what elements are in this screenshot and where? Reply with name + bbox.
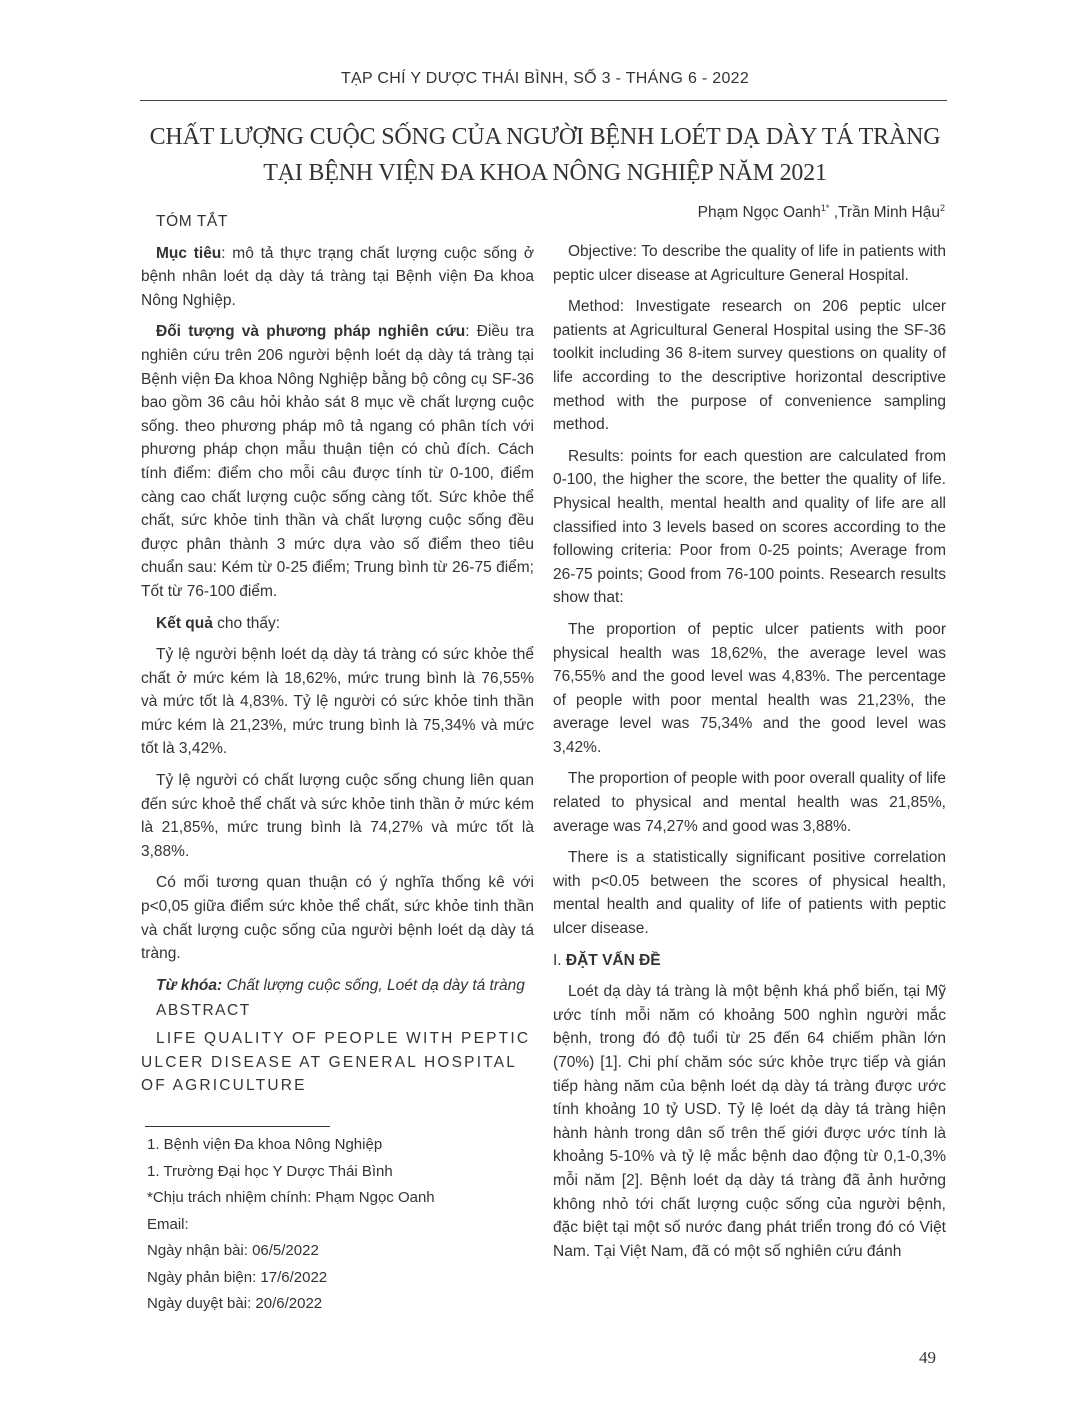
results-paragraph <box>141 612 534 636</box>
abstract-objective: Objective: To describe the quality of life in patients with peptic ulcer disease at Agriculture General Hospital. <box>553 243 946 284</box>
journal-header: TẠP CHÍ Y DƯỢC THÁI BÌNH, SỐ 3 - THÁNG 6 - 2022 <box>340 70 750 87</box>
results-label: Kết quả <box>156 614 213 632</box>
footnote-reviewed: Ngày phản biện: 17/6/2022 <box>147 1268 328 1286</box>
footnote-rule <box>145 1126 330 1127</box>
right-column <box>553 240 946 1271</box>
section-number: I. <box>553 951 566 969</box>
author-1-affiliation: 1* <box>820 203 830 213</box>
footnote-affiliation-2: 1. Trường Đại học Y Dược Thái Bình <box>147 1162 393 1180</box>
abstract-subtitle: LIFE QUALITY OF PEOPLE WITH PEPTIC ULCER DISEASE AT GENERAL HOSPITAL OF AGRICULTURE <box>141 1030 531 1094</box>
method-label: Đối tượng và phương pháp nghiên cứu <box>156 323 466 341</box>
section-heading <box>553 949 946 973</box>
abstract-results: Results: points for each question are calculated from 0-100, the higher the score, the better the quality of life. Physical health, mental health and quality of life are all classified into 3 levels based on scores according to the following criteria: Poor from 0-25 points; Average from 26-75 points; Good from 76-100 points. Research results show that: <box>553 447 946 607</box>
footnote-received: Ngày nhận bài: 06/5/2022 <box>147 1242 319 1259</box>
keywords-label: Từ khóa: <box>156 976 223 994</box>
section-title: ĐẶT VẤN ĐỀ <box>565 951 661 969</box>
author-2-affiliation: 2 <box>939 203 945 213</box>
result-para-3: Có mối tương quan thuận có ý nghĩa thống kê với p<0,05 giữa điểm sức khỏe thể chất, sức khỏe tinh thần và chất lượng cuộc sống của người bệnh loét dạ dày tá tràng. <box>141 874 534 963</box>
footnote-corresponding: *Chịu trách nhiệm chính: Phạm Ngọc Oanh <box>147 1189 435 1206</box>
footnotes <box>147 1132 537 1318</box>
method-paragraph <box>141 320 534 603</box>
article-title-line-1: CHẤT LƯỢNG CUỘC SỐNG CỦA NGƯỜI BỆNH LOÉT DẠ DÀY TÁ TRÀNG <box>149 124 941 150</box>
results-text: cho thấy: <box>212 614 281 632</box>
abstract-title: ABSTRACT <box>156 1002 251 1020</box>
authors <box>698 203 945 222</box>
keywords-text: Chất lượng cuộc sống, Loét dạ dày tá tràng <box>222 976 525 994</box>
keywords <box>141 974 534 998</box>
footnote-affiliation-1: 1. Bệnh viện Đa khoa Nông Nghiệp <box>147 1136 383 1153</box>
method-text: : Điều tra nghiên cứu trên 206 người bệnh loét dạ dày tá tràng tại Bệnh viện Đa khoa Nông Nghiệp bằng bộ công cụ SF-36 bao gồm 36 câu hỏi khảo sát 8 mục về chất lượng cuộc sống. theo phương pháp mô tả ngang có phân tích với phương pháp chọn mẫu thuận tiện có chủ đích. Cách tính điểm: điểm cho mỗi câu được tính từ 0-100, điểm càng cao chất lượng cuộc sống càng tốt. Sức khỏe thể chất, sức khỏe tinh thần và chất lượng cuộc sống đều được phân thành 3 mức dựa vào số điểm theo tiêu chuẩn sau: Kém từ 0-25 điểm; Trung bình từ 26-75 điểm; Tốt từ 76-100 điểm. <box>141 323 535 600</box>
abstract-para-1: The proportion of peptic ulcer patients with poor physical health was 18,62%, the average level was 76,55% and the good level was 4,83%. The percentage of people with poor mental health was 21,23%, the average level was 75,34% and the good level was 3,42%. <box>553 620 946 756</box>
intro-paragraph: Loét dạ dày tá tràng là một bệnh khá phổ biến, tại Mỹ ước tính mỗi năm có khoảng 500 nghìn người mắc bệnh, trong đó độ tuổi từ 25 đến 64 chiếm phần lớn (70%) [1]. Chi phí chăm sóc sức khỏe trực tiếp và gián tiếp hàng năm của bệnh loét dạ dày tá tràng được ước tính khoảng 10 tỷ USD. Tỷ lệ loét dạ dày tá tràng hiện hành hành trong dân số trên thế giới được ước tính là khoảng 5-10% và tỷ lệ mắc bệnh dao động từ 0,1-0,3% mỗi năm [2]. Bệnh loét dạ dày tá tràng đã ảnh hưởng không nhỏ tới chất lượng cuộc sống của người bệnh, đặc biệt tại một số nước đang phát triển trong đó có Việt Nam. Tại Việt Nam, đã có một số nghiên cứu đánh <box>553 983 946 1260</box>
left-column <box>141 210 534 1098</box>
result-para-2: Tỷ lệ người có chất lượng cuộc sống chung liên quan đến sức khoẻ thể chất và sức khỏe tinh thần ở mức kém là 21,85%, mức trung bình là 74,27% và mức tốt là 3,88%. <box>141 772 534 860</box>
objective-paragraph <box>141 242 534 313</box>
objective-label: Mục tiêu <box>156 244 222 262</box>
author-1: Phạm Ngọc Oanh <box>697 204 821 222</box>
result-para-1: Tỷ lệ người bệnh loét dạ dày tá tràng có sức khỏe thể chất ở mức kém là 18,62%, mức trung bình là 76,55% và mức tốt là 4,83%. Tỷ lệ người có sức khỏe tinh thần mức kém là 21,23%, mức trung bình là 75,34% và mức tốt là 3,42%. <box>141 646 534 758</box>
author-separator: , <box>829 204 839 222</box>
page-number: 49 <box>919 1348 936 1367</box>
abstract-para-3: There is a statistically significant positive correlation with p<0.05 between the scores of physical health, mental health and quality of life of patients with peptic ulcer disease. <box>553 849 946 938</box>
header-rule <box>140 100 947 101</box>
summary-heading: TÓM TẮT <box>156 213 228 230</box>
footnote-email: Email: <box>147 1215 189 1233</box>
article-title-line-2: TẠI BỆNH VIỆN ĐA KHOA NÔNG NGHIỆP NĂM 2021 <box>263 160 827 186</box>
footnote-approved: Ngày duyệt bài: 20/6/2022 <box>147 1295 323 1312</box>
author-2: Trần Minh Hậu <box>838 204 940 222</box>
abstract-method: Method: Investigate research on 206 peptic ulcer patients at Agricultural General Hospital using the SF-36 toolkit including 36 8-item survey questions on quality of life according to the descriptive horizontal descriptive method with the purpose of convenience sampling method. <box>553 298 946 434</box>
objective-text: : mô tả thực trạng chất lượng cuộc sống ở bệnh nhân loét dạ dày tá tràng tại Bệnh viện Đa khoa Nông Nghiệp. <box>141 244 534 309</box>
abstract-para-2: The proportion of people with poor overall quality of life related to physical and mental health was 21,85%, average was 74,27% and good was 3,88%. <box>553 770 946 835</box>
